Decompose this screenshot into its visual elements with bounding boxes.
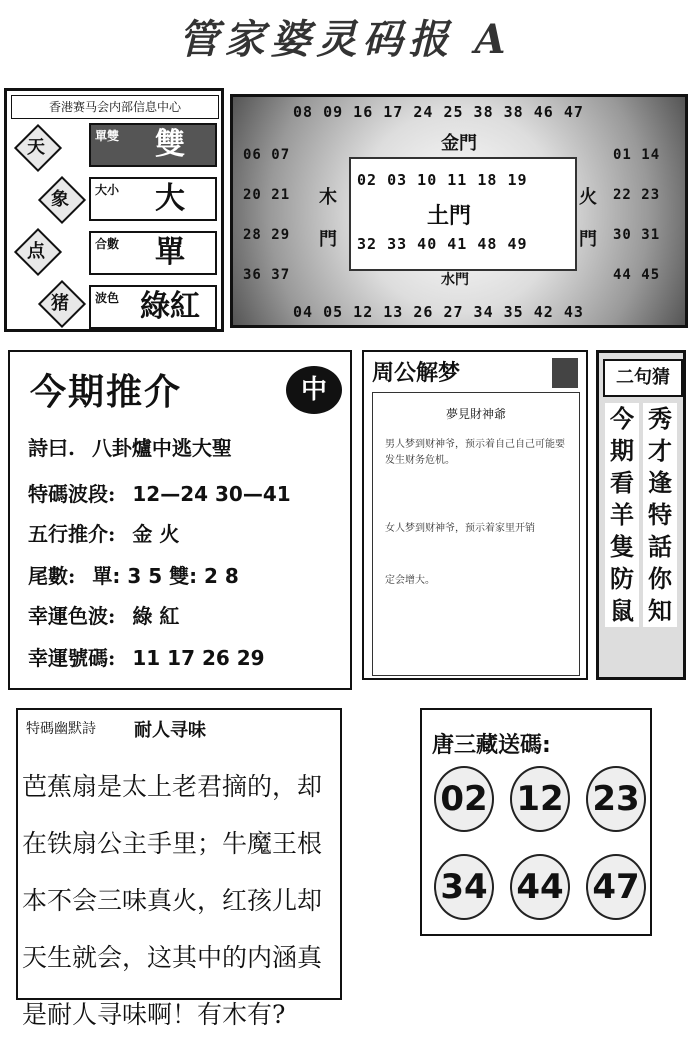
poem-body: 芭蕉扇是太上老君摘的，却在铁扇公主手里；牛魔王根本不会三味真火，红孩儿却天生就会，这其中的内涵真是耐人寻味啊！有木有? <box>22 772 323 1029</box>
wood-gate-label: 木 <box>319 187 337 208</box>
dream-content <box>372 392 580 676</box>
color-label: 幸運色波: <box>28 604 116 628</box>
center-box <box>349 157 577 271</box>
left-numbers: 28 29 <box>243 227 291 243</box>
riddle-title: 二句猜 <box>603 359 683 397</box>
center-top-numbers: 02 03 10 11 18 19 <box>357 171 528 189</box>
poem-label: 詩曰. <box>28 436 75 460</box>
left-numbers: 36 37 <box>243 267 291 283</box>
bottom-numbers: 04 05 12 13 26 27 34 35 42 43 <box>293 303 584 321</box>
badge-text: 猪 <box>51 293 69 314</box>
badge-text: 象 <box>51 189 69 210</box>
right-numbers: 01 14 <box>613 147 661 163</box>
fire-gate-label: 火 <box>579 187 597 208</box>
earth-gate-label: 土門 <box>427 203 472 229</box>
row-value: 雙 <box>155 127 185 162</box>
right-numbers: 30 31 <box>613 227 661 243</box>
logo-icon: 中 <box>286 366 342 414</box>
row-label: 合數 <box>95 237 120 251</box>
left-numbers: 06 07 <box>243 147 291 163</box>
riddle-column-right: 秀才逢特話你知 <box>643 403 677 627</box>
range-value: 12—24 30—41 <box>132 482 291 506</box>
dream-panel <box>362 350 588 680</box>
color-line <box>28 600 179 629</box>
range-label: 特碼波段: <box>28 482 116 506</box>
five-gates-panel <box>230 94 688 328</box>
wuxing-value: 金 火 <box>132 522 180 546</box>
row-value: 單 <box>155 235 185 270</box>
riddle-column-left: 今期看羊隻防鼠 <box>605 403 639 627</box>
wuxing-label: 五行推介: <box>28 522 116 546</box>
info-row-wave <box>89 285 217 329</box>
dream-paragraph: 男人梦到财神爷，预示着自己自己可能要发生财务危机。 <box>385 439 565 466</box>
row-value: 綠紅 <box>140 289 200 324</box>
row-label: 大小 <box>95 183 120 197</box>
top-numbers: 08 09 16 17 24 25 38 38 46 47 <box>293 103 584 121</box>
book-icon <box>552 358 578 388</box>
number-ball: 44 <box>510 854 570 920</box>
number-ball: 34 <box>434 854 494 920</box>
info-row-sum <box>89 231 217 275</box>
dream-title: 周公解梦 <box>372 361 461 386</box>
number-ball: 47 <box>586 854 646 920</box>
recommend-title: 今期推介 <box>30 371 183 413</box>
humor-poem-panel <box>16 708 342 1029</box>
tail-value: 單: 3 5 雙: 2 8 <box>92 564 239 588</box>
fire-gate-door: 門 <box>579 229 597 250</box>
poem-label: 特碼幽默詩 <box>26 721 96 737</box>
row-label: 波色 <box>95 291 120 305</box>
tail-line <box>28 560 239 589</box>
recommend-panel <box>8 350 352 690</box>
number-ball: 02 <box>434 766 494 832</box>
info-row-big-small <box>89 177 217 221</box>
dream-paragraph: 女人梦到财神爷，预示着家里开销 <box>385 523 535 534</box>
number-ball: 12 <box>510 766 570 832</box>
lucky-label: 幸運號碼: <box>28 646 116 670</box>
right-numbers: 44 45 <box>613 267 661 283</box>
center-bottom-numbers: 32 33 40 41 48 49 <box>357 235 528 253</box>
poem-subtitle: 耐人寻味 <box>134 720 206 741</box>
info-header: 香港赛马会内部信息中心 <box>11 95 219 119</box>
page-title: 管家婆灵码报 A <box>178 16 512 63</box>
wood-gate-door: 門 <box>319 229 337 250</box>
riddle-panel <box>596 350 686 680</box>
tail-label: 尾數: <box>28 564 76 588</box>
poem-value: 八卦爐中逃大聖 <box>91 436 232 460</box>
number-ball: 23 <box>586 766 646 832</box>
row-value: 大 <box>155 181 185 216</box>
right-numbers: 22 23 <box>613 187 661 203</box>
left-numbers: 20 21 <box>243 187 291 203</box>
tang-title: 唐三藏送碼: <box>432 733 551 758</box>
badge-text: 天 <box>27 137 45 158</box>
wuxing-line <box>28 518 179 547</box>
tang-numbers-panel <box>420 708 652 936</box>
water-gate-label: 水門 <box>441 272 469 288</box>
info-row-odd-even <box>89 123 217 167</box>
dream-heading: 夢見財神爺 <box>445 407 506 421</box>
range-line <box>28 478 291 507</box>
row-label: 單雙 <box>95 129 120 143</box>
poem-line <box>28 432 232 461</box>
badge-text: 点 <box>27 241 45 262</box>
color-value: 綠 紅 <box>132 604 180 628</box>
gold-gate-label: 金門 <box>441 133 477 154</box>
lucky-value: 11 17 26 29 <box>132 646 265 670</box>
lucky-line <box>28 642 265 671</box>
info-panel <box>4 88 224 332</box>
dream-paragraph: 定会增大。 <box>385 575 435 586</box>
